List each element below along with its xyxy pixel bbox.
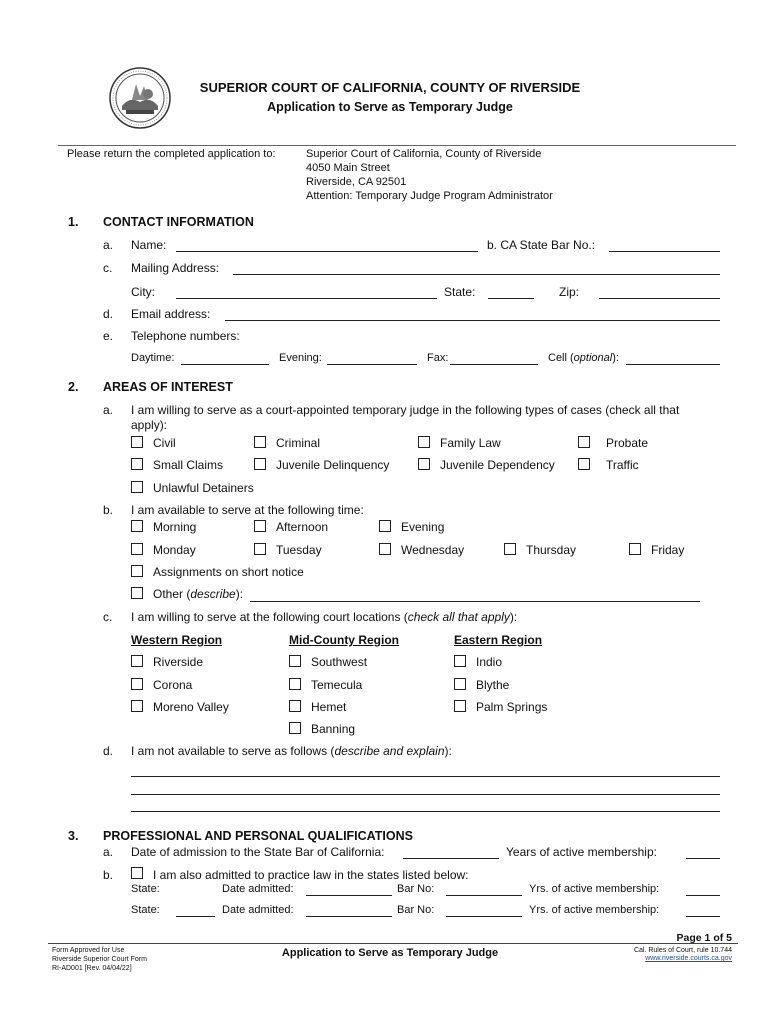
location-label: Corona <box>153 678 193 692</box>
locations-instruction: I am willing to serve at the following court locations (check all that apply): <box>131 610 518 624</box>
section-title: CONTACT INFORMATION <box>103 215 254 229</box>
region-heading-western: Western Region <box>131 633 223 647</box>
item-letter: b. <box>103 868 114 882</box>
footer-form-info: Form Approved for Use Riverside Superior Court Form RI-AD001 [Rev. 04/04/22] <box>52 947 147 972</box>
daytime-label: Daytime: <box>131 352 175 364</box>
mailing-address-label: Mailing Address: <box>131 261 220 275</box>
case-type-label: Juvenile Delinquency <box>276 458 390 472</box>
checkbox-monday[interactable] <box>131 543 143 555</box>
case-type-label: Criminal <box>276 436 321 450</box>
return-address-line: Superior Court of California, County of Riverside <box>306 148 542 160</box>
item-letter: a. <box>103 403 114 417</box>
header-divider <box>58 145 736 146</box>
yrs-active-field[interactable] <box>686 916 720 917</box>
location-label: Southwest <box>311 655 368 669</box>
checkbox-family-law[interactable] <box>418 436 430 448</box>
case-type-label: Small Claims <box>153 458 224 472</box>
location-label: Moreno Valley <box>153 700 229 714</box>
day-label: Monday <box>153 543 196 557</box>
bar-no-field[interactable] <box>446 916 522 917</box>
checkbox-banning[interactable] <box>289 722 301 734</box>
date-admitted-label: Date admitted: <box>222 883 294 895</box>
date-admitted-label: Date admitted: <box>222 904 294 916</box>
court-seal <box>108 66 172 130</box>
other-label: Other (describe): <box>153 587 244 601</box>
case-type-label: Civil <box>153 436 176 450</box>
unavailable-line-1[interactable] <box>131 776 720 777</box>
item-letter: d. <box>103 307 114 321</box>
item-letter: c. <box>103 610 113 624</box>
item-letter: c. <box>103 261 113 275</box>
unavailable-line-3[interactable] <box>131 811 720 812</box>
email-label: Email address: <box>131 307 211 321</box>
case-type-label: Traffic <box>606 458 639 472</box>
case-type-label: Juvenile Dependency <box>440 458 555 472</box>
checkbox-tuesday[interactable] <box>254 543 266 555</box>
footer-rule: Cal. Rules of Court, rule 10.744 <box>633 947 732 954</box>
checkbox-other-states[interactable] <box>131 867 143 879</box>
checkbox-small-claims[interactable] <box>131 458 143 470</box>
time-label: Assignments on short notice <box>153 565 304 579</box>
telephone-label: Telephone numbers: <box>131 329 240 343</box>
section-title: AREAS OF INTEREST <box>103 380 233 394</box>
page-number: Page 1 of 5 <box>676 932 732 944</box>
day-label: Tuesday <box>276 543 322 557</box>
years-active-field[interactable] <box>686 858 720 859</box>
evening-label: Evening: <box>279 352 322 364</box>
checkbox-juvenile-delinquency[interactable] <box>254 458 266 470</box>
checkbox-thursday[interactable] <box>504 543 516 555</box>
item-letter: d. <box>103 744 114 758</box>
time-label: Evening <box>401 520 445 534</box>
court-website-link[interactable]: www.riverside.courts.ca.gov <box>645 955 732 962</box>
case-type-label: Probate <box>606 436 649 450</box>
checkbox-friday[interactable] <box>629 543 641 555</box>
state-label: State: <box>131 904 160 916</box>
location-label: Palm Springs <box>476 700 548 714</box>
mailing-address-field[interactable] <box>233 274 720 275</box>
item-letter: a. <box>103 238 114 252</box>
date-admitted-field[interactable] <box>306 916 392 917</box>
page-title: SUPERIOR COURT OF CALIFORNIA, COUNTY OF RIVERSIDE <box>199 80 581 95</box>
checkbox-probate[interactable] <box>578 436 590 448</box>
time-label: Afternoon <box>276 520 329 534</box>
checkbox-afternoon[interactable] <box>254 520 266 532</box>
name-label: Name: <box>131 238 167 252</box>
unavailable-instruction: I am not available to serve as follows (describe and explain): <box>131 744 452 758</box>
daytime-phone-field[interactable] <box>181 364 269 365</box>
zip-label: Zip: <box>559 285 580 299</box>
checkbox-traffic[interactable] <box>578 458 590 470</box>
state-field[interactable] <box>176 916 215 917</box>
yrs-active-label: Yrs. of active membership: <box>529 904 660 916</box>
checkbox-morning[interactable] <box>131 520 143 532</box>
state-label: State: <box>131 883 160 895</box>
city-field[interactable] <box>176 298 437 299</box>
page-subtitle: Application to Serve as Temporary Judge <box>267 100 513 114</box>
city-label: City: <box>131 285 155 299</box>
bar-no-field[interactable] <box>446 895 522 896</box>
section-number: 2. <box>68 380 79 394</box>
checkbox-juvenile-dependency[interactable] <box>418 458 430 470</box>
region-heading-midcounty: Mid-County Region <box>289 633 399 647</box>
years-active-label: Years of active membership: <box>506 845 657 859</box>
other-describe-field[interactable] <box>250 601 700 602</box>
location-label: Banning <box>311 722 356 736</box>
region-heading-eastern: Eastern Region <box>454 633 543 647</box>
section-number: 3. <box>68 829 79 843</box>
checkbox-moreno-valley[interactable] <box>131 700 143 712</box>
cell-label: Cell (optional): <box>548 352 619 364</box>
state-field[interactable] <box>488 298 534 299</box>
availability-instruction: I am available to serve at the following time: <box>131 503 364 517</box>
location-label: Hemet <box>311 700 347 714</box>
unavailable-line-2[interactable] <box>131 794 720 795</box>
email-field[interactable] <box>225 320 720 321</box>
cell-phone-field[interactable] <box>626 364 720 365</box>
evening-phone-field[interactable] <box>327 364 417 365</box>
checkbox-riverside[interactable] <box>131 655 143 667</box>
footer-divider <box>48 943 738 944</box>
fax-label: Fax: <box>427 352 449 364</box>
case-types-instruction-cont: apply): <box>131 418 168 432</box>
checkbox-blythe[interactable] <box>454 678 466 690</box>
section-title: PROFESSIONAL AND PERSONAL QUALIFICATIONS <box>103 829 413 843</box>
location-label: Indio <box>476 655 503 669</box>
location-label: Blythe <box>476 678 510 692</box>
case-types-instruction: I am willing to serve as a court-appointed temporary judge in the following types of cases (check all that <box>131 403 680 417</box>
footer-title: Application to Serve as Temporary Judge <box>281 947 499 959</box>
case-type-label: Unlawful Detainers <box>153 481 254 495</box>
bar-number-field[interactable] <box>609 251 720 252</box>
bar-no-label: Bar No: <box>397 904 435 916</box>
item-letter: b. <box>103 503 114 517</box>
day-label: Thursday <box>526 543 577 557</box>
checkbox-temecula[interactable] <box>289 678 301 690</box>
checkbox-indio[interactable] <box>454 655 466 667</box>
time-label: Morning <box>153 520 197 534</box>
bar-number-label: b. CA State Bar No.: <box>487 238 596 252</box>
name-field[interactable] <box>176 251 478 252</box>
checkbox-unlawful-detainers[interactable] <box>131 481 143 493</box>
return-address-line: Attention: Temporary Judge Program Administrator <box>306 190 553 202</box>
yrs-active-field[interactable] <box>686 895 720 896</box>
case-type-label: Family Law <box>440 436 501 450</box>
checkbox-short-notice[interactable] <box>131 565 143 577</box>
fax-field[interactable] <box>450 364 538 365</box>
admission-date-label: Date of admission to the State Bar of California: <box>131 845 385 859</box>
checkbox-criminal[interactable] <box>254 436 266 448</box>
state-label: State: <box>444 285 476 299</box>
checkbox-southwest[interactable] <box>289 655 301 667</box>
day-label: Wednesday <box>401 543 465 557</box>
checkbox-hemet[interactable] <box>289 700 301 712</box>
date-admitted-field[interactable] <box>306 895 392 896</box>
item-letter: a. <box>103 845 114 859</box>
bar-no-label: Bar No: <box>397 883 435 895</box>
checkbox-evening[interactable] <box>379 520 391 532</box>
checkbox-corona[interactable] <box>131 678 143 690</box>
checkbox-palm-springs[interactable] <box>454 700 466 712</box>
zip-field[interactable] <box>599 298 720 299</box>
admission-date-field[interactable] <box>403 858 499 859</box>
checkbox-civil[interactable] <box>131 436 143 448</box>
checkbox-other[interactable] <box>131 587 143 599</box>
other-states-label: I am also admitted to practice law in the states listed below: <box>153 868 469 882</box>
location-label: Temecula <box>311 678 363 692</box>
return-label: Please return the completed application to: <box>67 148 276 160</box>
day-label: Friday <box>651 543 685 557</box>
return-address-line: 4050 Main Street <box>306 162 390 174</box>
checkbox-wednesday[interactable] <box>379 543 391 555</box>
yrs-active-label: Yrs. of active membership: <box>529 883 660 895</box>
location-label: Riverside <box>153 655 204 669</box>
return-address-line: Riverside, CA 92501 <box>306 176 407 188</box>
item-letter: e. <box>103 329 114 343</box>
section-number: 1. <box>68 215 79 229</box>
